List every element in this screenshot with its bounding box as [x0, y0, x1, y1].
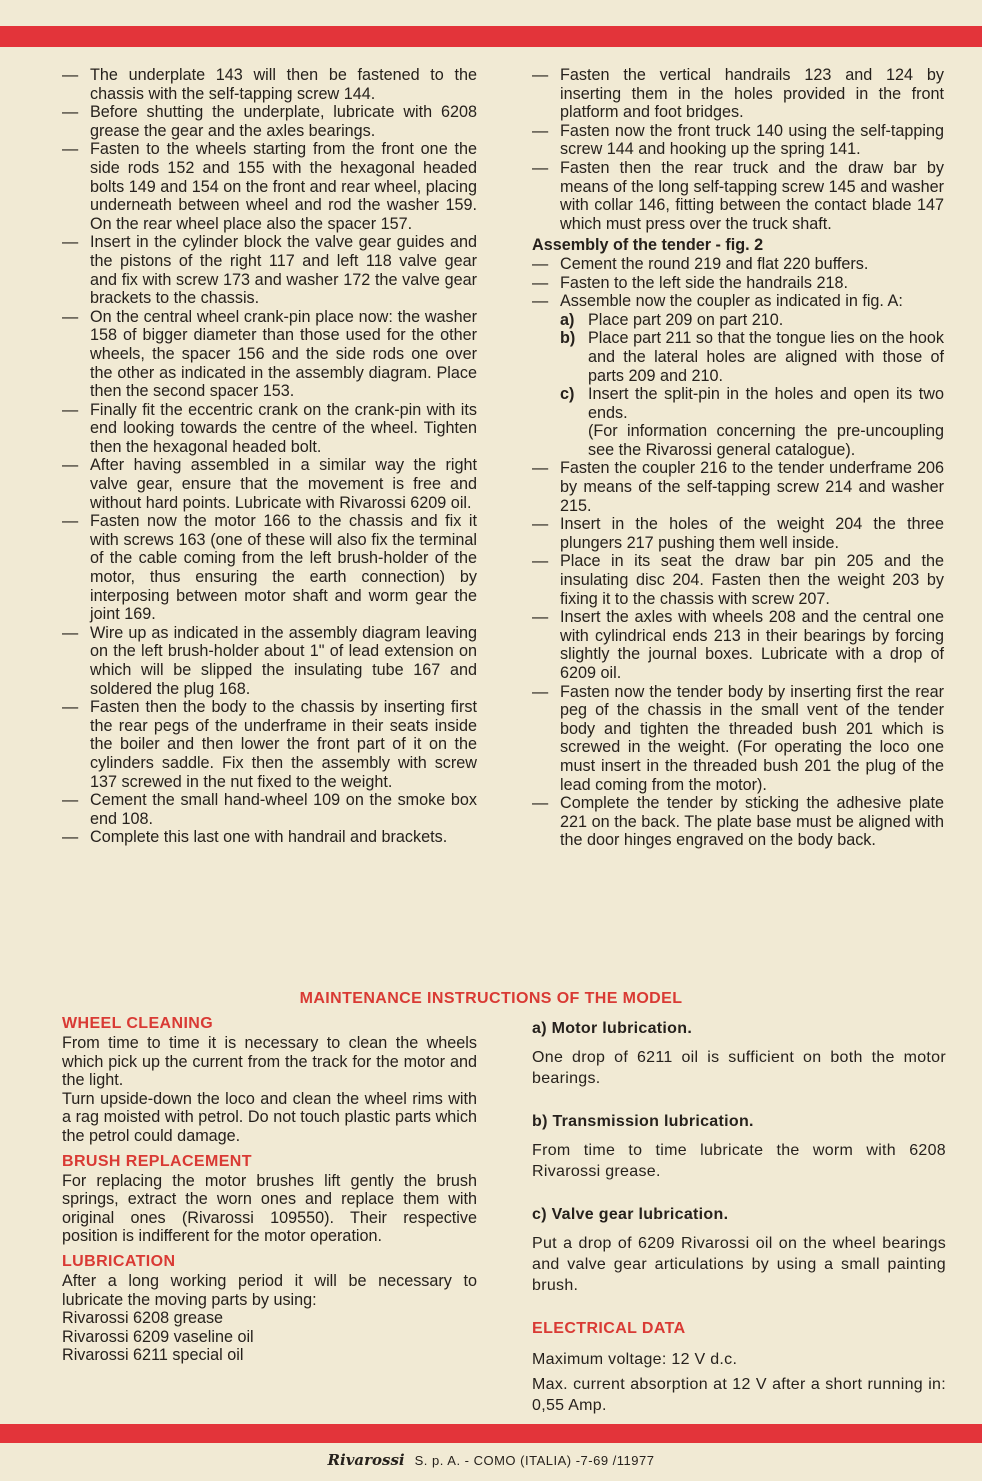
list-item: — Fasten now the tender body by inserting first the rear peg of the chassis in the small vent of the tender body and tighten the threaded bush 201 which is screwed in the weight. (For operating the loco one must insert in the threaded bush 201 the plug of the lead coming from the motor).	[532, 682, 944, 794]
sub-item: c) Insert the split-pin in the holes and open its two ends.	[560, 385, 944, 422]
brush-replacement-heading: BRUSH REPLACEMENT	[62, 1152, 252, 1170]
list-item: — Fasten then the body to the chassis by inserting first the rear pegs of the underframe in their seats inside the boiler and then lower the front part of it on the cylinders saddle. Fix then the assembly with screw 137 screwed in the nut fixed to the weight.	[62, 698, 477, 791]
list-item: — Fasten to the wheels starting from the front one the side rods 152 and 155 with the hexagonal headed bolts 149 and 154 on the front and rear wheel, placing underneath between wheel and rod the washer 159. On the rear wheel place also the spacer 157.	[62, 140, 477, 233]
wheel-cleaning-paragraph: Turn upside-down the loco and clean the wheel rims with a rag moisted with petrol. Do not touch plastic parts which the petrol could damage.	[62, 1089, 477, 1145]
coupler-steps	[532, 311, 944, 460]
list-item: — Fasten to the left side the handrails 218.	[532, 273, 848, 292]
list-item: — After having assembled in a similar way the right valve gear, ensure that the movement is free and without hard points. Lubricate with Rivarossi 6209 oil.	[62, 456, 477, 512]
list-item: — Cement the small hand-wheel 109 on the smoke box end 108.	[62, 791, 477, 828]
footer-imprint: S. p. A. - COMO (ITALIA) -7-69 /11977	[414, 1453, 655, 1468]
list-item: — Fasten now the motor 166 to the chassis and fix it with screws 163 (one of these will also fix the terminal of the cable coming from the left brush-holder of the motor, thus ensuring the earth connection) by interposing between motor shaft and worm gear the joint 169.	[62, 512, 477, 624]
transmission-lubrication-heading: b) Transmission lubrication.	[532, 1113, 754, 1130]
list-item: — Wire up as indicated in the assembly diagram leaving on the left brush-holder about 1" of lead extension on which will be slipped the insulating tube 167 and soldered the plug 168.	[62, 623, 477, 698]
max-voltage: Maximum voltage: 12 V d.c.	[532, 1351, 738, 1368]
top-red-band	[0, 26, 982, 47]
list-item: — Place in its seat the draw bar pin 205 and the insulating disc 204. Fasten then the weight 203 by fixing it to the chassis with screw 207.	[532, 552, 944, 608]
list-item: — On the central wheel crank-pin place now: the washer 158 of bigger diameter than those used for the other wheels, the spacer 156 and the side rods one over the other as indicated in the assembly diagram. Place then the second spacer 153.	[62, 307, 477, 401]
valve-gear-lubrication-text: Put a drop of 6209 Rivarossi oil on the wheel bearings and valve gear articulations by using a small painting brush.	[532, 1235, 946, 1294]
lubrication-paragraph: After a long working period it will be necessary to lubricate the moving parts by using:	[62, 1271, 477, 1309]
electrical-data-heading: ELECTRICAL DATA	[532, 1320, 686, 1337]
lubrication-heading: LUBRICATION	[62, 1252, 176, 1270]
bottom-red-band	[0, 1424, 982, 1443]
list-item: — Finally fit the eccentric crank on the crank-pin with its end looking towards the centre of the wheel. Tighten then the hexagonal headed bolt.	[62, 400, 477, 456]
list-item: — Complete this last one with handrail and brackets.	[62, 828, 448, 847]
sub-item: b) Place part 211 so that the tongue lies on the hook and the lateral holes are aligned with those of parts 209 and 210.	[560, 329, 944, 385]
left-instructions-column	[62, 66, 477, 847]
right-instructions-column	[532, 66, 944, 850]
maintenance-left-column	[62, 1014, 477, 1365]
tender-assembly-heading: Assembly of the tender - fig. 2	[532, 236, 764, 255]
sub-item: a) Place part 209 on part 210.	[560, 310, 784, 329]
coupler-note: (For information concerning the pre-uncoupling see the Rivarossi general catalogue).	[588, 422, 944, 459]
wheel-cleaning-paragraph: From time to time it is necessary to clean the wheels which pick up the current from the track for the motor and the light.	[62, 1034, 477, 1090]
list-item: — Fasten the vertical handrails 123 and 124 by inserting them in the holes provided in the front platform and foot bridges.	[532, 66, 944, 122]
list-item: — Insert the axles with wheels 208 and the central one with cylindrical ends 213 in their bearings by forcing slightly the journal boxes. Lubricate with a drop of 6209 oil.	[532, 608, 944, 682]
motor-lubrication-text: One drop of 6211 oil is sufficient on both the motor bearings.	[532, 1049, 946, 1087]
list-item: — The underplate 143 will then be fastened to the chassis with the self-tapping screw 144.	[62, 66, 477, 103]
lubricant-item: Rivarossi 6211 special oil	[62, 1346, 244, 1365]
maintenance-right-column	[532, 1018, 946, 1416]
lubricant-item: Rivarossi 6209 vaseline oil	[62, 1327, 254, 1346]
footer	[0, 1451, 982, 1469]
wheel-cleaning-heading: WHEEL CLEANING	[62, 1015, 214, 1032]
list-item: — Fasten then the rear truck and the draw bar by means of the long self-tapping screw 145 and washer with collar 146, fitting between the contact blade 147 which must press over the truck shaft.	[532, 158, 944, 233]
list-item: — Fasten the coupler 216 to the tender underframe 206 by means of the self-tapping screw 214 and washer 215.	[532, 459, 944, 515]
list-item: — Complete the tender by sticking the adhesive plate 221 on the back. The plate base must be aligned with the door hinges engraved on the body back.	[532, 794, 944, 850]
list-item: — Cement the round 219 and flat 220 buffers.	[532, 254, 869, 273]
transmission-lubrication-text: From time to time lubricate the worm with 6208 Rivarossi grease.	[532, 1142, 946, 1180]
max-current: Max. current absorption at 12 V after a short running in: 0,55 Amp.	[532, 1376, 946, 1414]
rivarossi-logo: Rivarossi	[327, 1451, 405, 1469]
list-item: — Assemble now the coupler as indicated in fig. A:	[532, 292, 903, 311]
list-item: — Fasten now the front truck 140 using the self-tapping screw 144 and hooking up the spring 141.	[532, 121, 944, 159]
brush-replacement-paragraph: For replacing the motor brushes lift gently the brush springs, extract the worn ones and replace them with original ones (Rivarossi 109550). Their respective position is indifferent for the motor operation.	[62, 1171, 477, 1246]
maintenance-title: MAINTENANCE INSTRUCTIONS OF THE MODEL	[299, 990, 683, 1007]
lubricant-item: Rivarossi 6208 grease	[62, 1309, 224, 1328]
list-item: — Insert in the holes of the weight 204 the three plungers 217 pushing them well inside.	[532, 515, 944, 552]
motor-lubrication-heading: a) Motor lubrication.	[532, 1020, 693, 1037]
valve-gear-lubrication-heading: c) Valve gear lubrication.	[532, 1206, 729, 1223]
list-item: — Before shutting the underplate, lubricate with 6208 grease the gear and the axles bearings.	[62, 103, 477, 140]
list-item: — Insert in the cylinder block the valve gear guides and the pistons of the right 117 and left 118 valve gear and fix with screw 173 and washer 172 the valve gear brackets to the chassis.	[62, 233, 477, 308]
